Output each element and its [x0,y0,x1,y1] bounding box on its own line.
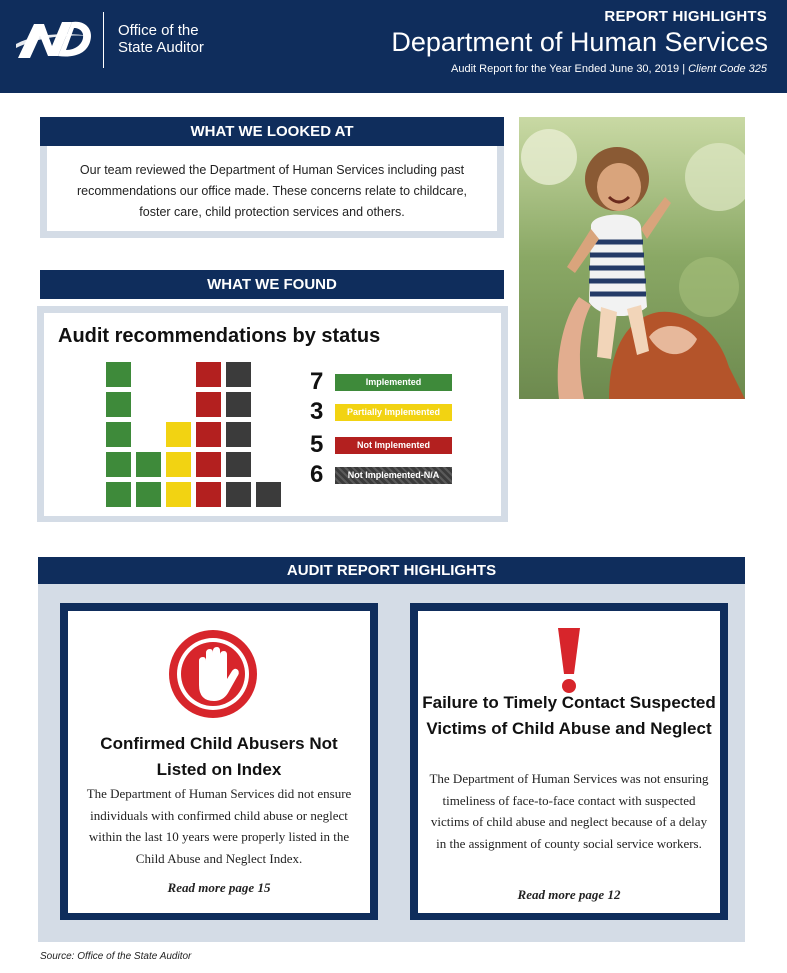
found-heading: WHAT WE FOUND [40,270,504,299]
report-highlights-label: REPORT HIGHLIGHTS [604,8,767,25]
highlights-heading: AUDIT REPORT HIGHLIGHTS [38,557,745,584]
legend-label-0: Implemented [335,374,452,391]
office-line-2: State Auditor [118,39,204,56]
looked-at-text: Our team reviewed the Department of Human Services including past recommendations our office made. These concerns relate to childcare, foster care, child protection services and others. [76,163,468,219]
audit-subtitle [451,63,767,75]
legend-label-1: Partially Implemented [335,404,452,421]
office-name [118,22,204,56]
office-line-1: Office of the [118,22,199,39]
child-photo [519,117,745,399]
audit-period: Audit Report for the Year Ended June 30, 2019 | [451,63,686,75]
page-header [0,0,787,93]
source-note: Source: Office of the State Auditor [40,951,192,962]
client-code: Client Code 325 [688,63,767,75]
card-2-body: The Department of Human Services was not ensuring timeliness of face-to-face contact with suspected victims of child abuse and neglect because of a delay in the assignment of county social service workers. [429,771,709,851]
page-title: Department of Human Services [391,27,768,57]
card-1-title: Confirmed Child Abusers Not Listed on Index [100,734,338,779]
legend-count-0: 7 [310,368,324,395]
card-1-read-more[interactable]: Read more page 15 [167,880,271,895]
legend-count-2: 5 [310,431,324,458]
logo-divider [103,12,104,68]
looked-at-heading: WHAT WE LOOKED AT [40,117,504,146]
nd-logo-icon [14,14,94,66]
legend-label-3: Not Implemented-N/A [335,467,452,484]
card-2-read-more[interactable]: Read more page 12 [517,887,621,902]
card-1-body: The Department of Human Services did not ensure individuals with confirmed child abuse or neglect within the last 10 years were properly listed in the Child Abuse and Neglect Index. [86,786,352,866]
legend-count-1: 3 [310,398,324,425]
legend-count-3: 6 [310,461,324,488]
chart-title: Audit recommendations by status [58,325,381,347]
legend-label-2: Not Implemented [335,437,452,454]
exclamation-icon [555,628,583,694]
card-2-title: Failure to Timely Contact Suspected Victims of Child Abuse and Neglect [422,693,716,738]
stop-hand-icon [166,627,260,721]
